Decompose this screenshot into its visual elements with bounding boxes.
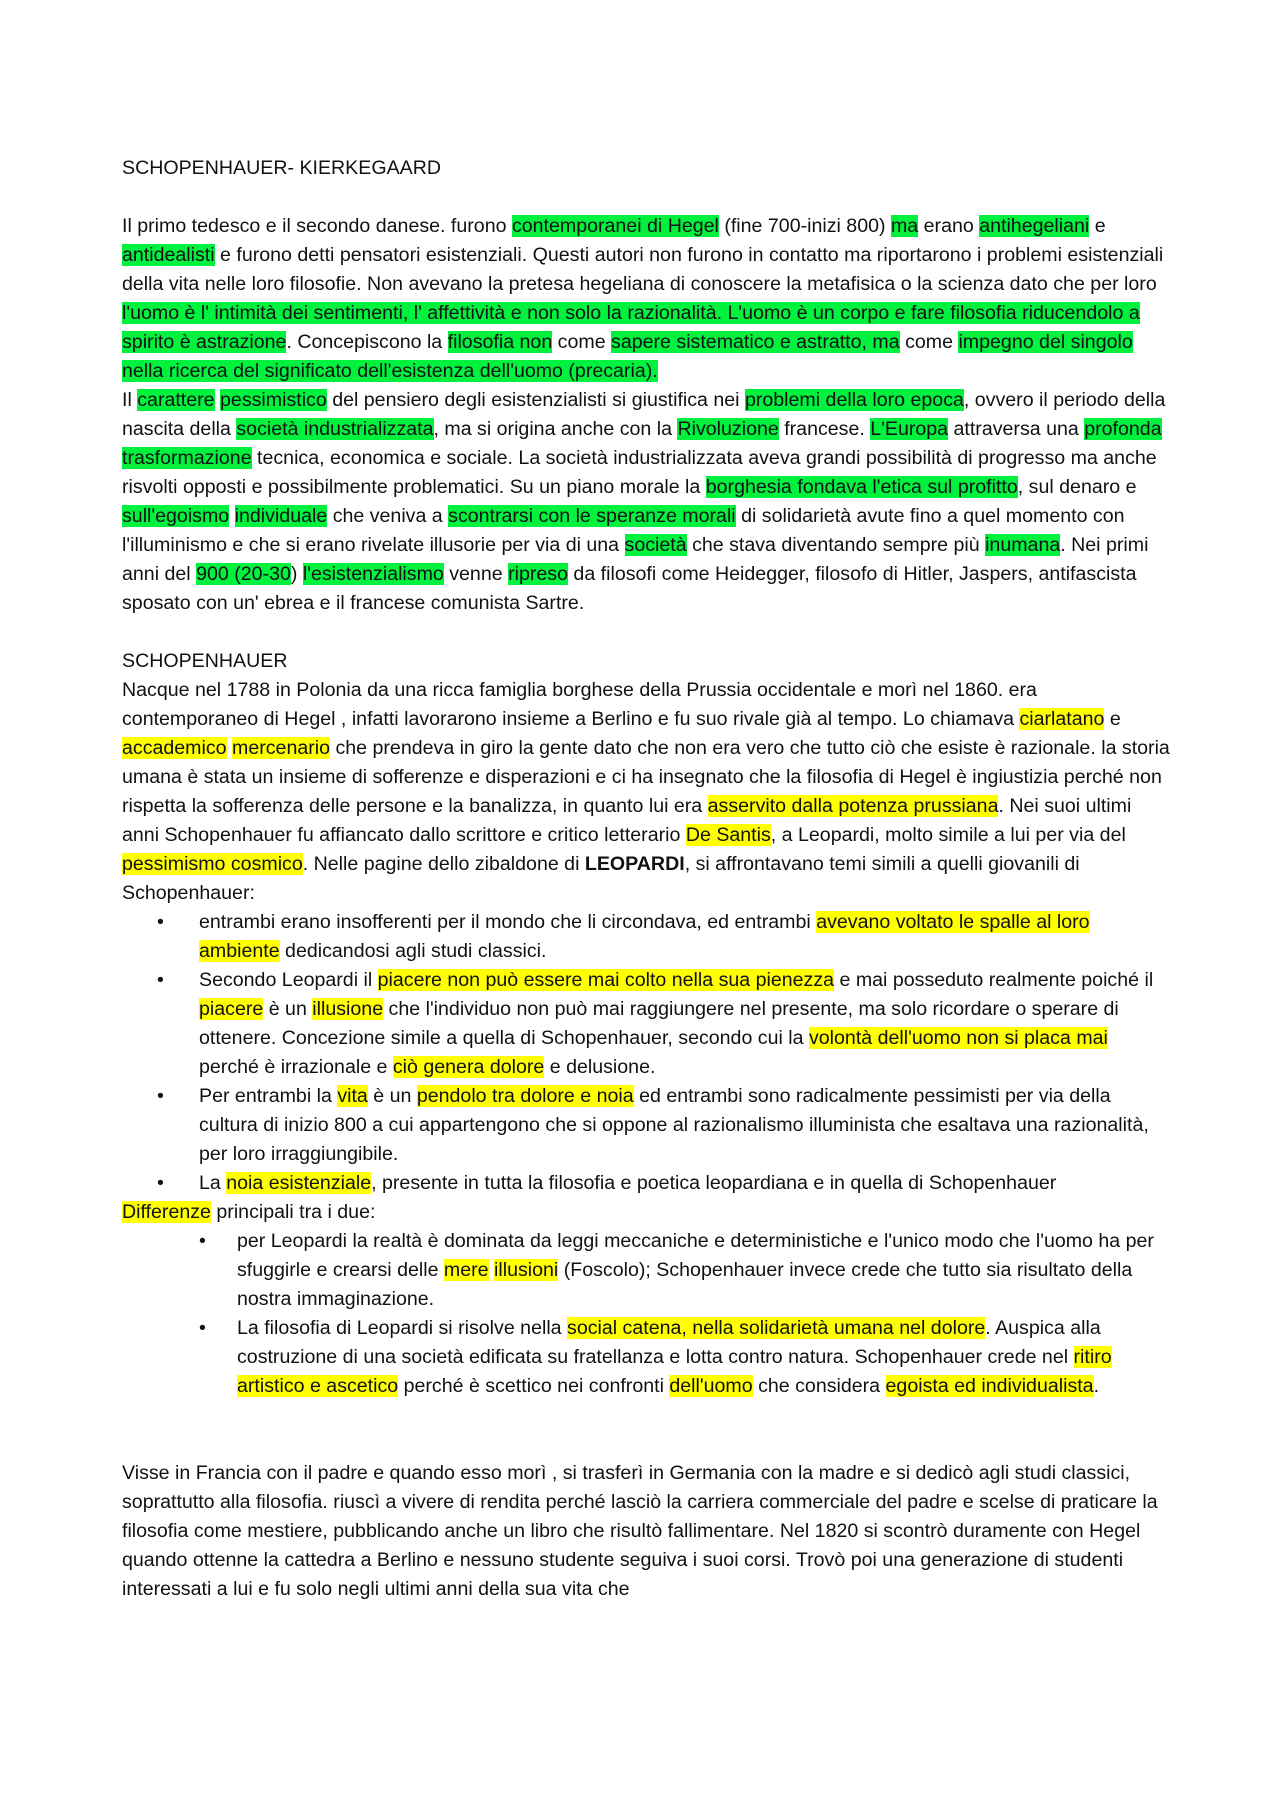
- highlight-yellow: ritiro artistico e ascetico: [237, 1346, 1112, 1397]
- blank-line: [122, 183, 1172, 212]
- highlight-green: pessimistico: [220, 389, 327, 411]
- highlight-green: ripreso: [508, 563, 568, 585]
- highlight-yellow: mere: [443, 1259, 489, 1281]
- highlight-yellow: mercenario: [232, 737, 331, 759]
- highlight-yellow: dell'uomo: [669, 1375, 753, 1397]
- highlight-yellow: avevano voltato le spalle al loro ambiente: [199, 911, 1090, 962]
- highlight-yellow: De Santis: [685, 824, 771, 846]
- highlight-green: società industrializzata: [236, 418, 434, 440]
- list-item: • entrambi erano insofferenti per il mondo che li circondava, ed entrambi avevano voltato le spalle al loro ambiente dedicandosi agli studi classici.: [199, 908, 1172, 966]
- highlight-yellow: pessimismo cosmico: [122, 853, 303, 875]
- highlight-green: sapere sistematico e astratto, ma: [611, 331, 900, 353]
- highlight-yellow: piacere: [199, 998, 264, 1020]
- differences-heading: Differenze principali tra i due:: [122, 1201, 376, 1223]
- highlight-green: antidealisti: [122, 244, 215, 266]
- highlight-green: carattere: [137, 389, 215, 411]
- highlight-green: antihegeliani: [979, 215, 1090, 237]
- bold-text: LEOPARDI: [584, 853, 685, 875]
- blank-line: [122, 618, 1172, 647]
- highlight-green: l'uomo è l' intimità dei sentimenti, l' affettività e non solo la razionalità. L'uomo è un corpo e fare filosofia riducendolo a spirito è astrazione: [122, 302, 1140, 353]
- list-item: • La noia esistenziale, presente in tutta la filosofia e poetica leopardiana e in quella di Schopenhauer: [199, 1169, 1172, 1198]
- highlight-green: borghesia fondava l'etica sul profitto: [705, 476, 1018, 498]
- highlight-green: Rivoluzione: [677, 418, 779, 440]
- highlight-green: società: [624, 534, 687, 556]
- highlight-green: individuale: [234, 505, 328, 527]
- document-body: [122, 154, 1172, 1604]
- highlight-green: contemporanei di Hegel: [511, 215, 719, 237]
- highlight-yellow: illusioni: [494, 1259, 559, 1281]
- highlight-green: profonda trasformazione: [122, 418, 1162, 469]
- highlight-yellow: noia esistenziale: [226, 1172, 372, 1194]
- highlight-yellow: ciarlatano: [1019, 708, 1105, 730]
- list-item: • Secondo Leopardi il piacere non può essere mai colto nella sua pienezza e mai posseduto realmente poiché il piacere è un illusione che l'individuo non può mai raggiungere nel presente, ma solo ricordare o sperare di ottenere. Concezione simile a quella di Schopenhauer, secondo cui la volontà dell'uomo non si placa mai perché è irrazionale e ciò genera dolore e delusione.: [199, 966, 1172, 1082]
- highlight-yellow: social catena, nella solidarietà umana nel dolore: [567, 1317, 986, 1339]
- document-title: SCHOPENHAUER- KIERKEGAARD: [122, 157, 442, 179]
- highlight-yellow: egoista ed individualista: [885, 1375, 1094, 1397]
- highlight-yellow: Differenze: [122, 1201, 211, 1223]
- highlight-green: scontrarsi con le speranze morali: [448, 505, 736, 527]
- section-heading: SCHOPENHAUER: [122, 650, 288, 672]
- highlight-green: L'Europa: [870, 418, 949, 440]
- highlight-yellow: pendolo tra dolore e noia: [416, 1085, 634, 1107]
- highlight-green: filosofia non: [447, 331, 553, 353]
- blank-lines: [122, 1401, 1172, 1459]
- highlight-green: 900 (20-30: [196, 563, 291, 585]
- nested-list-container: [199, 1227, 1172, 1401]
- highlight-green: l'esistenzialismo: [302, 563, 444, 585]
- list-item: • Per entrambi la vita è un pendolo tra dolore e noia ed entrambi sono radicalmente pessimisti per via della cultura di inizio 800 a cui appartengono che si oppone al razionalismo illuminista che esaltava una razionalità, per loro irraggiungibile.: [199, 1082, 1172, 1169]
- life-paragraph: Visse in Francia con il padre e quando esso morì , si trasferì in Germania con la madre e si dedicò agli studi classici, soprattutto alla filosofia. riuscì a vivere di rendita perché lasciò la carriera commerciale del padre e scelse di praticare la filosofia come mestiere, pubblicando anche un libro che risultò fallimentare. Nel 1820 si scontrò duramente con Hegel quando ottenne la cattedra a Berlino e nessuno studente seguiva i suoi corsi. Trovò poi una generazione di studenti interessati a lui e fu solo negli ultimi anni della sua vita che: [122, 1462, 1158, 1600]
- highlight-green: problemi della loro epoca: [744, 389, 964, 411]
- highlight-yellow: asservito dalla potenza prussiana: [707, 795, 999, 817]
- highlight-yellow: piacere non può essere mai colto nella sua pienezza: [377, 969, 835, 991]
- comparison-list: [122, 908, 1172, 1198]
- highlight-green: impegno del singolo nella ricerca del significato dell'esistenza dell'uomo (precaria).: [122, 331, 1133, 382]
- highlight-yellow: illusione: [312, 998, 384, 1020]
- differences-list: [199, 1227, 1172, 1401]
- highlight-green: ma: [890, 215, 919, 237]
- biography-paragraph: Nacque nel 1788 in Polonia da una ricca famiglia borghese della Prussia occidentale e morì nel 1860. era contemporaneo di Hegel , infatti lavorarono insieme a Berlino e fu suo rivale già al tempo. Lo chiamava ciarlatano e accademico mercenario che prendeva in giro la gente dato che non era vero che tutto ciò che esiste è razionale. la storia umana è stata un insieme di sofferenze e disperazioni e ci ha insegnato che la filosofia di Hegel è ingiustizia perché non rispetta la sofferenza delle persone e la banalizza, in quanto lui era asservito dalla potenza prussiana. Nei suoi ultimi anni Schopenhauer fu affiancato dallo scrittore e critico letterario De Santis, a Leopardi, molto simile a lui per via del pessimismo cosmico. Nelle pagine dello zibaldone di LEOPARDI, si affrontavano temi simili a quelli giovanili di Schopenhauer:: [122, 679, 1170, 904]
- highlight-yellow: volontà dell'uomo non si placa mai: [808, 1027, 1108, 1049]
- highlight-yellow: accademico: [122, 737, 227, 759]
- list-item: • per Leopardi la realtà è dominata da leggi meccaniche e deterministiche e l'unico modo che l'uomo ha per sfuggirle e crearsi delle mere illusioni (Foscolo); Schopenhauer invece crede che tutto sia risultato della nostra immaginazione.: [237, 1227, 1172, 1314]
- intro-paragraph: Il primo tedesco e il secondo danese. furono contemporanei di Hegel (fine 700-inizi 800) ma erano antihegeliani e antidealisti e furono detti pensatori esistenziali. Questi autori non furono in contatto ma riportarono i problemi esistenziali della vita nelle loro filosofie. Non avevano la pretesa hegeliana di conoscere la metafisica o la scienza dato che per loro l'uomo è l' intimità dei sentimenti, l' affettività e non solo la razionalità. L'uomo è un corpo e fare filosofia riducendolo a spirito è astrazione. Concepiscono la filosofia non come sapere sistematico e astratto, ma come impegno del singolo nella ricerca del significato dell'esistenza dell'uomo (precaria). Il carattere pessimistico del pensiero degli esistenzialisti si giustifica nei problemi della loro epoca, ovvero il periodo della nascita della società industrializzata, ma si origina anche con la Rivoluzione francese. L'Europa attraversa una profonda trasformazione tecnica, economica e sociale. La società industrializzata aveva grandi possibilità di progresso ma anche risvolti opposti e possibilmente problematici. Su un piano morale la borghesia fondava l'etica sul profitto, sul denaro e sull'egoismo individuale che veniva a scontrarsi con le speranze morali di solidarietà avute fino a quel momento con l'illuminismo e che si erano rivelate illusorie per via di una società che stava diventando sempre più inumana. Nei primi anni del 900 (20-30) l'esistenzialismo venne ripreso da filosofi come Heidegger, filosofo di Hitler, Jaspers, antifascista sposato con un' ebrea e il francese comunista Sartre.: [122, 215, 1166, 614]
- differences-list-wrapper: [122, 1227, 1172, 1401]
- highlight-green: sull'egoismo: [122, 505, 230, 527]
- highlight-yellow: vita: [337, 1085, 368, 1107]
- highlight-green: inumana: [985, 534, 1061, 556]
- list-item: • La filosofia di Leopardi si risolve nella social catena, nella solidarietà umana nel dolore. Auspica alla costruzione di una società edificata su fratellanza e lotta contro natura. Schopenhauer crede nel ritiro artistico e ascetico perché è scettico nei confronti dell'uomo che considera egoista ed individualista.: [237, 1314, 1172, 1401]
- highlight-yellow: ciò genera dolore: [392, 1056, 545, 1078]
